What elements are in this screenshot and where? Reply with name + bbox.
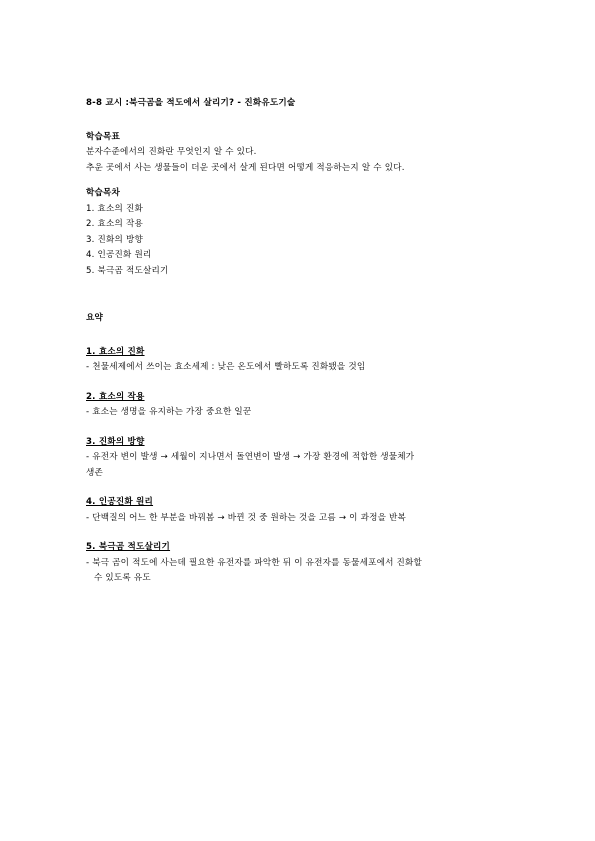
document-page bbox=[86, 96, 516, 601]
section-line: - 유전자 변이 발생 → 세월이 지나면서 돌연변이 발생 → 가장 환경에 적합한 생물체가 bbox=[86, 452, 415, 462]
summary-section bbox=[86, 435, 516, 482]
section-line: - 천물세제에서 쓰이는 효소세제 : 낮은 온도에서 빨하도록 진화됐을 것임 bbox=[86, 362, 366, 372]
order-item: 4. 인공진화 원리 bbox=[86, 250, 152, 260]
order-item: 5. 북극곰 적도살리기 bbox=[86, 265, 169, 276]
section-line: - 북극 곰이 적도에 사는데 필요한 유전자를 파악한 뒤 이 유전자를 동물세포에서 진화할 bbox=[86, 557, 423, 568]
goal-line: 분자수준에서의 진화란 무엇인지 알 수 있다. bbox=[86, 147, 257, 157]
order-item: 2. 효소의 작용 bbox=[86, 219, 143, 229]
section-heading: 5. 북극곰 적도살리기 bbox=[86, 542, 171, 552]
document-title: 8-8 교시 :북극곰을 적도에서 살리기? - 진화유도기술 bbox=[86, 98, 296, 108]
summary-section bbox=[86, 495, 516, 526]
order-item: 1. 효소의 진화 bbox=[86, 203, 143, 214]
summary-section bbox=[86, 540, 516, 587]
goals-heading: 학습목표 bbox=[86, 131, 121, 142]
section-line: - 효소는 생명을 유지하는 가장 중요한 일꾼 bbox=[86, 407, 252, 417]
section-heading: 2. 효소의 작용 bbox=[86, 391, 145, 402]
section-heading: 1. 효소의 진화 bbox=[86, 346, 145, 357]
summary-heading: 요약 bbox=[86, 313, 104, 323]
order-item: 3. 진화의 방향 bbox=[86, 234, 143, 245]
goal-line: 추운 곳에서 사는 생물들이 더운 곳에서 살게 된다면 어떻게 적응하는지 알 수 있다. bbox=[86, 162, 405, 173]
summary-section bbox=[86, 390, 516, 421]
section-line: 생존 bbox=[86, 467, 104, 478]
summary-section bbox=[86, 345, 516, 376]
section-heading: 4. 인공진화 원리 bbox=[86, 497, 154, 507]
section-line: 수 있도록 유도 bbox=[94, 573, 151, 583]
section-heading: 3. 진화의 방향 bbox=[86, 436, 145, 447]
section-line: - 단백질의 어느 한 부분을 바꿔봄 → 바뀐 것 중 원하는 것을 고름 → 이 과정을 반복 bbox=[86, 512, 407, 523]
order-heading: 학습목차 bbox=[86, 188, 121, 198]
